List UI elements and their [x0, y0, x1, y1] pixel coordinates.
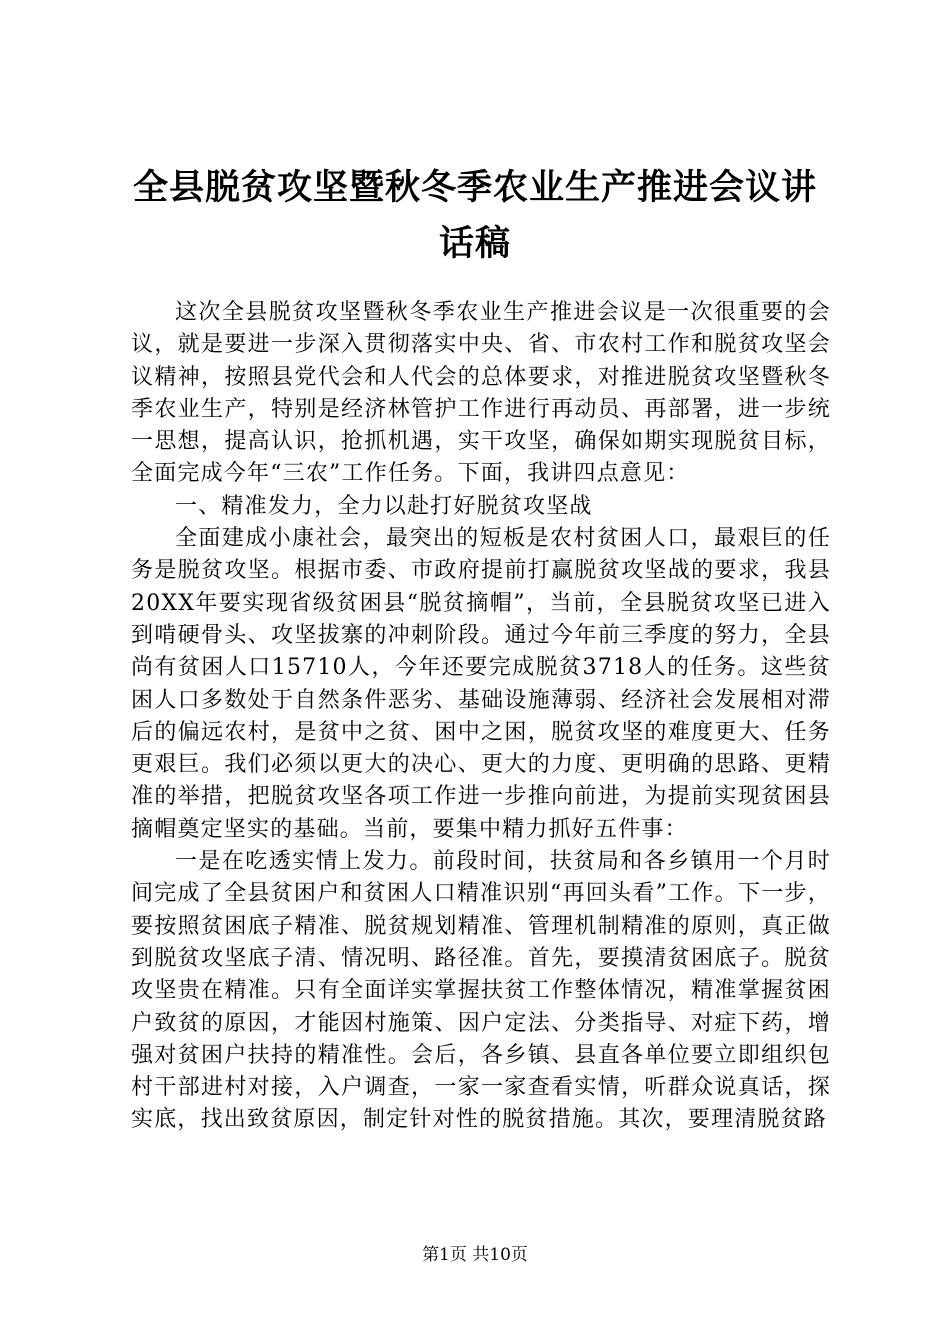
paragraph-point-1: 一是在吃透实情上发力。前段时间，扶贫局和各乡镇用一个月时间完成了全县贫困户和贫困人口精准识别“再回头看”工作。下一步，要按照贫困底子精准、脱贫规划精准、管理机制精准的原则，真正做到脱贫攻坚底子清、情况明、路径准。首先，要摸清贫困底子。脱贫攻坚贵在精准。只有全面详实掌握扶贫工作整体情况，精准掌握贫困户致贫的原因，才能因村施策、因户定法、分类指导、对症下药，增强对贫困户扶持的精准性。会后，各乡镇、县直各单位要立即组织包村干部进村对接，入户调查，一家一家查看实情，听群众说真话，探实底，找出致贫原因，制定针对性的脱贫措施。其次，要理清脱贫路 — [131, 849, 831, 1133]
paragraph-intro: 这次全县脱贫攻坚暨秋冬季农业生产推进会议是一次很重要的会议，就是要进一步深入贯彻落实中央、省、市农村工作和脱贫攻坚会议精神，按照县党代会和人代会的总体要求，对推进脱贫攻坚暨秋冬季农业生产，特别是经济林管护工作进行再动员、再部署，进一步统一思想，提高认识，抢抓机遇，实干攻坚，确保如期实现脱贫目标，全面完成今年“三农”工作任务。下面，我讲四点意见： — [131, 300, 831, 487]
page-footer: 第1页 共10页 — [422, 1245, 528, 1265]
section-heading-1: 一、精准发力，全力以赴打好脱贫攻坚战 — [175, 493, 593, 519]
document-body — [131, 297, 831, 1137]
document-title: 全县脱贫攻坚暨秋冬季农业生产推进会议讲话稿 — [132, 167, 817, 264]
paragraph-section-1: 全面建成小康社会，最突出的短板是农村贫困人口，最艰巨的任务是脱贫攻坚。根据市委、市政府提前打赢脱贫攻坚战的要求，我县20XX年要实现省级贫困县“脱贫摘帽”，当前，全县脱贫攻坚已进入到啃硬骨头、攻坚拔寨的冲刺阶段。通过今年前三季度的努力，全县尚有贫困人口15710人，今年还要完成脱贫3718人的任务。这些贫困人口多数处于自然条件恶劣、基础设施薄弱、经济社会发展相对滞后的偏远农村，是贫中之贫、困中之困，脱贫攻坚的难度更大、任务更艰巨。我们必须以更大的决心、更大的力度、更明确的思路、更精准的举措，把脱贫攻坚各项工作进一步推向前进，为提前实现贫困县摘帽奠定坚实的基础。当前，要集中精力抓好五件事： — [131, 526, 831, 842]
